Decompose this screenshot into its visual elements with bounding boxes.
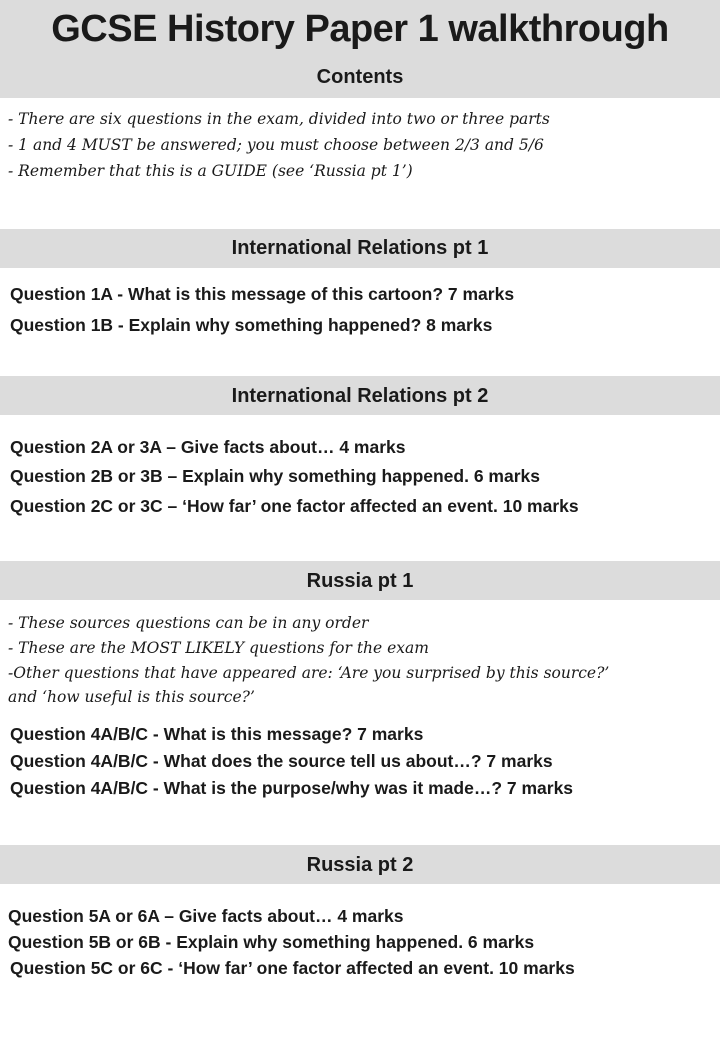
section-title: Russia pt 1: [306, 570, 414, 592]
question-line: Question 4A/B/C - What is the purpose/why was it made…? 7 marks: [10, 778, 574, 798]
question-line: Question 5C or 6C - ‘How far’ one factor affected an event. 10 marks: [10, 958, 575, 978]
question-line: Question 2C or 3C – ‘How far’ one factor affected an event. 10 marks: [10, 496, 579, 516]
question-line: Question 1B - Explain why something happened? 8 marks: [10, 315, 493, 335]
question-line: Question 2B or 3B – Explain why something happened. 6 marks: [10, 466, 540, 486]
contents-label: Contents: [316, 66, 404, 88]
question-line: Question 5A or 6A – Give facts about… 4 marks: [8, 906, 404, 926]
section-title: International Relations pt 1: [231, 237, 489, 259]
section-note: - These sources questions can be in any order: [8, 614, 369, 632]
section-title: International Relations pt 2: [231, 385, 489, 407]
intro-note: - Remember that this is a GUIDE (see ‘Russia pt 1’): [8, 162, 413, 180]
section-note: - These are the MOST LIKELY questions for the exam: [8, 639, 429, 657]
section-note: and ‘how useful is this source?’: [8, 688, 255, 706]
section-note: -Other questions that have appeared are: ‘Are you surprised by this source?’: [8, 664, 610, 682]
question-line: Question 4A/B/C - What is this message? 7 marks: [10, 724, 424, 744]
intro-note: - There are six questions in the exam, divided into two or three parts: [8, 110, 550, 128]
question-line: Question 4A/B/C - What does the source tell us about…? 7 marks: [10, 751, 553, 771]
section-title: Russia pt 2: [306, 854, 414, 876]
question-line: Question 2A or 3A – Give facts about… 4 marks: [10, 437, 406, 457]
page-title: GCSE History Paper 1 walkthrough: [51, 8, 669, 50]
question-line: Question 1A - What is this message of this cartoon? 7 marks: [10, 284, 515, 304]
intro-note: - 1 and 4 MUST be answered; you must choose between 2/3 and 5/6: [8, 136, 544, 154]
question-line: Question 5B or 6B - Explain why something happened. 6 marks: [8, 932, 535, 952]
